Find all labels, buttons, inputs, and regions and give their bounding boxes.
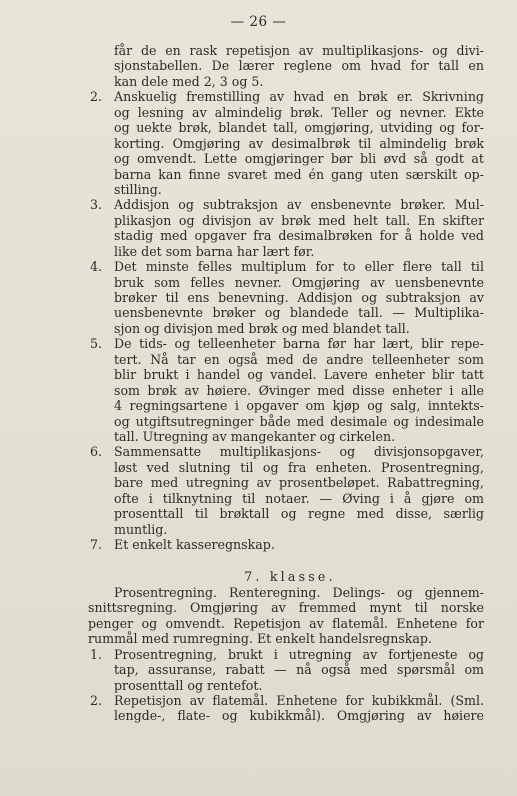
- text-line: bruk som felles nevner. Omgjøring av uensbenevnte: [114, 274, 484, 290]
- text-line: Addisjon og subtraksjon av ensbenevnte brøker. Mul-: [114, 197, 484, 213]
- item-number: 1.: [90, 646, 103, 662]
- text-line: Anskuelig fremstilling av hvad en brøk er. Skrivning: [114, 89, 484, 105]
- list-item-b1: [88, 647, 484, 693]
- text-line: og lesning av almindelig brøk. Teller og nevner. Ekte: [114, 104, 484, 120]
- text-line: tall. Utregning av mangekanter og cirkelen.: [114, 428, 396, 444]
- text-line: stilling.: [114, 181, 162, 197]
- text-line: prosenttall til brøktall og regne med disse, særlig: [114, 506, 484, 522]
- text-line: Prosentregning. Renteregning. Delings- og gjennem-: [114, 584, 484, 600]
- text-line: ofte i tilknytning til notaer. — Øving i å gjøre om: [114, 490, 484, 506]
- text-line: sjonstabellen. De lærer reglene om hvad for tall en: [114, 58, 484, 74]
- text-line: Et enkelt kasseregnskap.: [114, 537, 275, 552]
- item-number: 7.: [90, 537, 103, 552]
- section-heading: 7. klasse.: [244, 569, 336, 585]
- text-line: like det som barna har lært før.: [114, 243, 315, 259]
- list-item-2: [88, 89, 484, 197]
- list-item-7: [88, 537, 484, 552]
- text-line: blir brukt i handel og vandel. Lavere enheter blir tatt: [114, 367, 484, 383]
- item-number: 2.: [90, 692, 103, 708]
- text-line: lengde-, flate- og kubikkmål). Omgjøring av høiere: [114, 708, 484, 724]
- text-line: sjon og divisjon med brøk og med blandet tall.: [114, 320, 410, 336]
- text-line: og uekte brøk, blandet tall, omgjøring, utviding og for-: [114, 120, 484, 136]
- text-line: penger og omvendt. Repetisjon av flatemål. Enhetene for: [88, 615, 484, 631]
- text-line: prosenttall og rentefot.: [114, 677, 263, 693]
- list-item-5: [88, 336, 484, 444]
- page-number: — 26 —: [230, 14, 287, 30]
- item-number: 4.: [90, 259, 103, 275]
- item-number: 3.: [90, 197, 103, 213]
- text-line: barna kan finne svaret med én gang uten særskilt op-: [114, 166, 484, 182]
- list-item-6: [88, 444, 484, 537]
- text-line: og omvendt. Lette omgjøringer bør bli øvd så godt at: [114, 151, 484, 167]
- text-line: stadig med opgaver fra desimalbrøken for å holde ved: [114, 228, 484, 244]
- text-line: bare med utregning av prosentbeløpet. Rabattregning,: [114, 475, 484, 491]
- intro-paragraph: [88, 43, 484, 89]
- list-item-3: [88, 197, 484, 259]
- item-number: 6.: [90, 444, 103, 460]
- text-line: Prosentregning, brukt i utregning av fortjeneste og: [114, 646, 484, 662]
- text-line: muntlig.: [114, 521, 168, 537]
- text-line: tert. Nå tar en også med de andre telleenheter som: [114, 351, 484, 367]
- list-item-4: [88, 259, 484, 336]
- text-line: løst ved slutning til og fra enheten. Prosentregning,: [114, 459, 484, 475]
- page-content: [88, 43, 484, 724]
- text-line: tap, assuranse, rabatt — nå også med spørsmål om: [114, 662, 484, 678]
- text-line: plikasjon og divisjon av brøk med helt tall. En skifter: [114, 212, 484, 228]
- text-line: snittsregning. Omgjøring av fremmed mynt til norske: [88, 600, 484, 616]
- text-line: får de en rask repetisjon av multiplikasjons- og divi-: [114, 43, 484, 58]
- text-line: Det minste felles multiplum for to eller flere tall til: [114, 259, 484, 275]
- text-line: uensbenevnte brøker og blandede tall. — Multiplika-: [114, 305, 484, 321]
- text-line: korting. Omgjøring av desimalbrøk til almindelig brøk: [114, 135, 484, 151]
- text-line: kan dele med 2, 3 og 5.: [114, 73, 264, 89]
- text-line: rummål med rumregning. Et enkelt handelsregnskap.: [88, 631, 432, 647]
- text-line: brøker til ens benevning. Addisjon og subtraksjon av: [114, 290, 484, 305]
- text-line: 4 regningsartene i opgaver om kjøp og salg, inntekts-: [114, 398, 484, 414]
- section-intro-paragraph: [88, 585, 484, 647]
- text-line: Sammensatte multiplikasjons- og divisjonsopgaver,: [114, 444, 484, 460]
- text-line: og utgiftsutregninger både med desimale og indesimale: [114, 413, 484, 429]
- text-line: Repetisjon av flatemål. Enhetene for kubikkmål. (Sml.: [114, 692, 484, 708]
- list-item-b2: [88, 693, 484, 724]
- item-number: 2.: [90, 89, 103, 105]
- text-line: De tids- og telleenheter barna før har lært, blir repe-: [114, 336, 484, 352]
- text-line: som brøk av høiere. Øvinger med disse enheter i alle: [114, 382, 484, 398]
- item-number: 5.: [90, 336, 103, 352]
